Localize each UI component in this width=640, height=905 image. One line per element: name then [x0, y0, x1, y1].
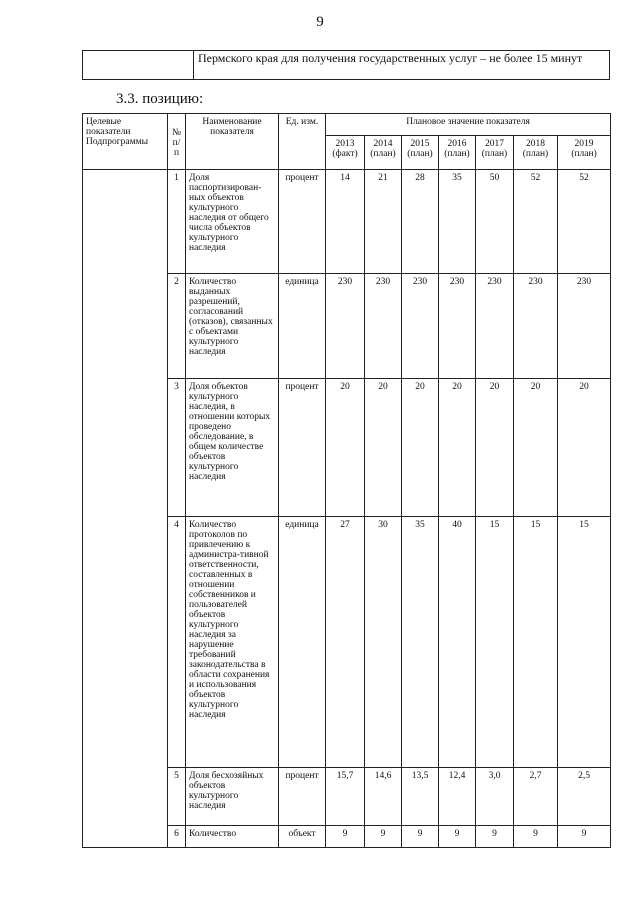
value-cell: 9 [402, 826, 439, 848]
year-header: 2013 (факт) [326, 136, 365, 170]
unit-cell: единица [279, 274, 326, 379]
value-cell: 20 [326, 379, 365, 517]
value-cell: 15 [476, 517, 514, 768]
indicator-name: Количество [186, 826, 279, 848]
row-number: 3 [168, 379, 186, 517]
year-header: 2017 (план) [476, 136, 514, 170]
row-number: 2 [168, 274, 186, 379]
indicator-name: Доля паспортизирован-ных объектов культурного наследия от общего числа объектов культурного наследия [186, 170, 279, 274]
value-cell: 20 [514, 379, 558, 517]
value-cell: 230 [326, 274, 365, 379]
value-cell: 230 [558, 274, 611, 379]
value-cell: 15 [558, 517, 611, 768]
value-cell: 20 [558, 379, 611, 517]
value-cell: 230 [514, 274, 558, 379]
planned-header: Плановое значение показателя [326, 114, 611, 136]
value-cell: 9 [558, 826, 611, 848]
value-cell: 9 [365, 826, 402, 848]
value-cell: 20 [476, 379, 514, 517]
value-cell: 230 [402, 274, 439, 379]
value-cell: 20 [402, 379, 439, 517]
indicator-name: Количество выданных разрешений, согласований (отказов), связанных с объектами культурного наследия [186, 274, 279, 379]
year-header: 2014 (план) [365, 136, 402, 170]
value-cell: 230 [476, 274, 514, 379]
indicator-name: Доля бесхозяйных объектов культурного наследия [186, 768, 279, 826]
value-cell: 15,7 [326, 768, 365, 826]
continued-text-cell: Пермского края для получения государственных услуг – не более 15 минут [194, 51, 610, 80]
value-cell: 9 [439, 826, 476, 848]
value-cell: 14 [326, 170, 365, 274]
name-header: Наименование показателя [186, 114, 279, 170]
row-number: 4 [168, 517, 186, 768]
value-cell: 52 [558, 170, 611, 274]
year-header: 2015 (план) [402, 136, 439, 170]
goals-cell: Целевые показатели Подпрограммы [83, 114, 168, 170]
value-cell: 3,0 [476, 768, 514, 826]
unit-cell: единица [279, 517, 326, 768]
number-header: № п/п [168, 114, 186, 170]
value-cell: 230 [365, 274, 402, 379]
value-cell: 20 [365, 379, 402, 517]
unit-cell: процент [279, 379, 326, 517]
row-number: 6 [168, 826, 186, 848]
value-cell: 35 [439, 170, 476, 274]
value-cell: 2,5 [558, 768, 611, 826]
unit-cell: процент [279, 768, 326, 826]
continued-table-fragment [82, 50, 610, 80]
value-cell: 40 [439, 517, 476, 768]
value-cell: 2,7 [514, 768, 558, 826]
value-cell: 14,6 [365, 768, 402, 826]
value-cell: 9 [326, 826, 365, 848]
value-cell: 230 [439, 274, 476, 379]
indicator-name: Количество протоколов по привлечению к администра-тивной ответственности, составленных в отношении собственников и пользователей объектов культурного наследия за нарушение требований законодательства в области сохранения и использования объектов культурного наследия [186, 517, 279, 768]
value-cell: 30 [365, 517, 402, 768]
indicators-table [82, 113, 611, 848]
row-number: 5 [168, 768, 186, 826]
empty-cell [83, 51, 194, 80]
value-cell: 9 [476, 826, 514, 848]
value-cell: 12,4 [439, 768, 476, 826]
value-cell: 9 [514, 826, 558, 848]
value-cell: 27 [326, 517, 365, 768]
year-header: 2018 (план) [514, 136, 558, 170]
value-cell: 20 [439, 379, 476, 517]
unit-cell: объект [279, 826, 326, 848]
value-cell: 35 [402, 517, 439, 768]
year-header: 2019 (план) [558, 136, 611, 170]
unit-cell: процент [279, 170, 326, 274]
value-cell: 52 [514, 170, 558, 274]
year-header: 2016 (план) [439, 136, 476, 170]
value-cell: 50 [476, 170, 514, 274]
page-number: 9 [316, 14, 324, 30]
value-cell: 21 [365, 170, 402, 274]
goals-body-cell [83, 170, 168, 848]
value-cell: 28 [402, 170, 439, 274]
indicator-name: Доля объектов культурного наследия, в отношении которых проведено обследование, в общем количестве объектов культурного наследия [186, 379, 279, 517]
unit-header: Ед. изм. [279, 114, 326, 170]
row-number: 1 [168, 170, 186, 274]
section-heading: 3.3. позицию: [116, 91, 204, 107]
table-row [83, 170, 611, 274]
value-cell: 15 [514, 517, 558, 768]
value-cell: 13,5 [402, 768, 439, 826]
